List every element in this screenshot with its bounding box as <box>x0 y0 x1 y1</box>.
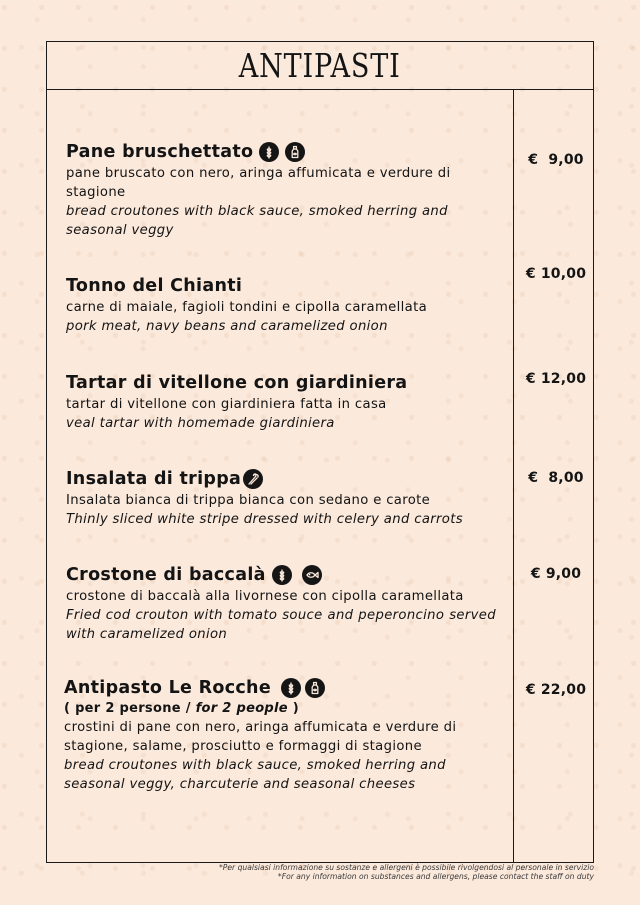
item-name-text: Tonno del Chianti <box>66 276 243 296</box>
menu-item-crostone-di-baccala <box>66 563 496 644</box>
menu-frame <box>46 41 594 863</box>
item-description-it: carne di maiale, fagioli tondini e cipolla caramellata <box>66 300 428 315</box>
item-description-it: Insalata bianca di trippa bianca con sedano e carote <box>66 493 431 508</box>
celery-icon <box>243 469 263 489</box>
wheat-icon <box>259 142 279 162</box>
item-name <box>66 274 496 298</box>
item-description-en: Fried cod crouton with tomato souce and peperoncino served with caramelized onion <box>66 608 496 642</box>
item-price: € 12,00 <box>525 371 587 387</box>
item-name <box>66 467 496 491</box>
item-name <box>66 371 496 395</box>
item-name-text: Crostone di baccalà <box>66 565 266 585</box>
allergen-footnote-en: *For any information on substances and allergens, please contact the staff on duty <box>277 872 594 881</box>
item-description-it: crostone di baccalà alla livornese con cipolla caramellata <box>66 589 464 604</box>
item-price: € 9,00 <box>530 566 582 582</box>
item-description-en: pork meat, navy beans and caramelized onion <box>66 319 388 334</box>
item-description-en: bread croutones with black sauce, smoked herring and seasonal veggy, charcuterie and seasonal cheeses <box>64 758 446 792</box>
menu-title: ANTIPASTI <box>239 46 401 85</box>
item-price: € 8,00 <box>528 470 584 486</box>
item-description-it: pane bruscato con nero, aringa affumicata e verdure di stagione <box>66 166 451 200</box>
item-name-text: Insalata di trippa <box>66 469 242 489</box>
allergen-footnote-it: *Per qualsiasi informazione su sostanze e allergeni è possibile rivolgendosi al personale in servizio <box>219 863 594 872</box>
item-description-en: veal tartar with homemade giardiniera <box>66 416 335 431</box>
item-description-en: Thinly sliced white stripe dressed with celery and carrots <box>66 512 463 527</box>
item-price: € 10,00 <box>525 266 587 282</box>
wheat-icon <box>272 565 292 585</box>
item-name-text: Pane bruschettato <box>66 142 254 162</box>
item-name-text: Tartar di vitellone con giardiniera <box>66 373 408 393</box>
menu-item-tartar-di-vitellone <box>66 371 496 433</box>
price-column-divider <box>513 89 514 862</box>
item-name <box>64 676 494 700</box>
menu-item-insalata-di-trippa <box>66 467 496 529</box>
item-serving-note: ( per 2 persone / for 2 people ) <box>64 701 299 716</box>
item-name <box>66 563 496 587</box>
item-name <box>66 140 496 164</box>
wheat-icon <box>281 678 301 698</box>
item-price: € 22,00 <box>525 682 587 698</box>
title-bar <box>47 42 593 90</box>
menu-item-pane-bruschettato <box>66 140 496 240</box>
item-description-en: bread croutones with black sauce, smoked herring and seasonal veggy <box>66 204 448 238</box>
item-price: € 9,00 <box>528 152 584 168</box>
fish-bottle-icon <box>285 142 305 162</box>
item-description-it: tartar di vitellone con giardiniera fatta in casa <box>66 397 387 412</box>
fish-bottle-icon <box>305 678 325 698</box>
menu-item-antipasto-le-rocche <box>64 676 494 794</box>
fish-icon <box>302 565 322 585</box>
menu-item-tonno-del-chianti <box>66 274 496 336</box>
item-description-it: crostini di pane con nero, aringa affumicata e verdure di stagione, salame, prosciutto e formaggi di stagione <box>64 720 457 754</box>
item-name-text: Antipasto Le Rocche <box>64 678 271 698</box>
